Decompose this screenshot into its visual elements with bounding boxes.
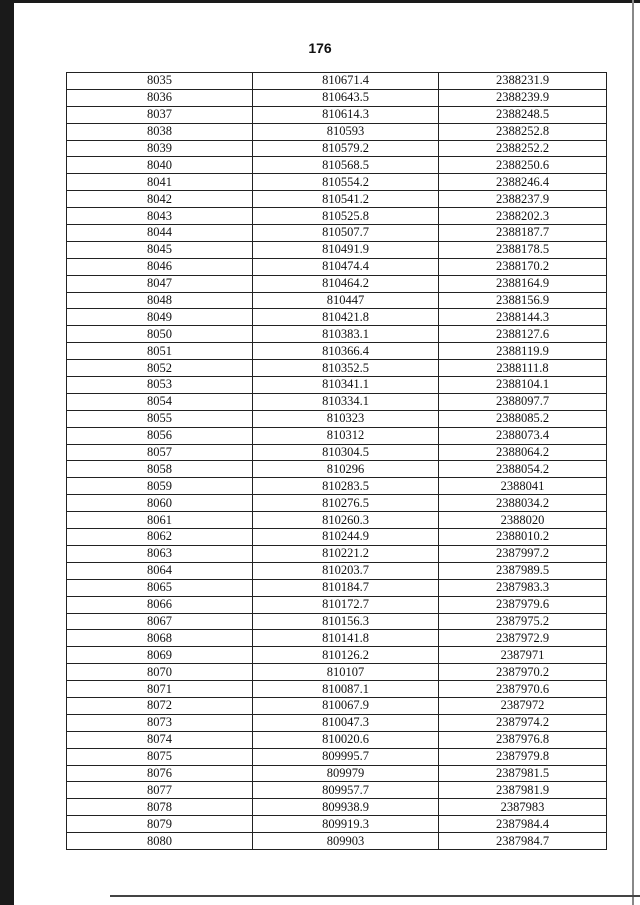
table-row [67, 529, 607, 546]
x-coordinate-cell: 810276.5 [253, 495, 439, 512]
y-coordinate-cell: 2388111.8 [439, 360, 607, 377]
x-coordinate-cell: 810366.4 [253, 343, 439, 360]
x-coordinate-cell: 810525.8 [253, 208, 439, 225]
table-row [67, 275, 607, 292]
x-coordinate-cell: 810383.1 [253, 326, 439, 343]
table-row [67, 833, 607, 850]
y-coordinate-cell: 2387984.4 [439, 816, 607, 833]
table-row [67, 106, 607, 123]
point-number-cell: 8061 [67, 512, 253, 529]
y-coordinate-cell: 2388170.2 [439, 258, 607, 275]
table-row [67, 512, 607, 529]
point-number-cell: 8064 [67, 562, 253, 579]
y-coordinate-cell: 2387979.8 [439, 748, 607, 765]
point-number-cell: 8060 [67, 495, 253, 512]
x-coordinate-cell: 810334.1 [253, 393, 439, 410]
x-coordinate-cell: 810221.2 [253, 545, 439, 562]
coordinates-table-body [67, 73, 607, 850]
table-row [67, 613, 607, 630]
point-number-cell: 8054 [67, 393, 253, 410]
x-coordinate-cell: 810352.5 [253, 360, 439, 377]
point-number-cell: 8073 [67, 714, 253, 731]
point-number-cell: 8051 [67, 343, 253, 360]
x-coordinate-cell: 810474.4 [253, 258, 439, 275]
y-coordinate-cell: 2387972 [439, 697, 607, 714]
scan-border-right [632, 0, 634, 905]
y-coordinate-cell: 2388187.7 [439, 225, 607, 242]
x-coordinate-cell: 810671.4 [253, 73, 439, 90]
y-coordinate-cell: 2387979.6 [439, 596, 607, 613]
y-coordinate-cell: 2388164.9 [439, 275, 607, 292]
table-row [67, 478, 607, 495]
y-coordinate-cell: 2388034.2 [439, 495, 607, 512]
point-number-cell: 8056 [67, 427, 253, 444]
y-coordinate-cell: 2388237.9 [439, 191, 607, 208]
table-row [67, 292, 607, 309]
point-number-cell: 8044 [67, 225, 253, 242]
x-coordinate-cell: 810614.3 [253, 106, 439, 123]
x-coordinate-cell: 809995.7 [253, 748, 439, 765]
point-number-cell: 8059 [67, 478, 253, 495]
y-coordinate-cell: 2388202.3 [439, 208, 607, 225]
x-coordinate-cell: 810491.9 [253, 241, 439, 258]
point-number-cell: 8075 [67, 748, 253, 765]
point-number-cell: 8067 [67, 613, 253, 630]
table-row [67, 630, 607, 647]
point-number-cell: 8041 [67, 174, 253, 191]
x-coordinate-cell: 810087.1 [253, 681, 439, 698]
point-number-cell: 8036 [67, 89, 253, 106]
x-coordinate-cell: 810107 [253, 664, 439, 681]
point-number-cell: 8045 [67, 241, 253, 258]
y-coordinate-cell: 2388085.2 [439, 410, 607, 427]
y-coordinate-cell: 2387981.5 [439, 765, 607, 782]
y-coordinate-cell: 2387971 [439, 647, 607, 664]
x-coordinate-cell: 810172.7 [253, 596, 439, 613]
table-row [67, 377, 607, 394]
y-coordinate-cell: 2387972.9 [439, 630, 607, 647]
point-number-cell: 8079 [67, 816, 253, 833]
x-coordinate-cell: 810203.7 [253, 562, 439, 579]
coordinates-table [66, 72, 607, 850]
table-row [67, 410, 607, 427]
y-coordinate-cell: 2387970.2 [439, 664, 607, 681]
table-row [67, 208, 607, 225]
table-row [67, 782, 607, 799]
table-row [67, 343, 607, 360]
x-coordinate-cell: 810283.5 [253, 478, 439, 495]
table-row [67, 225, 607, 242]
y-coordinate-cell: 2388073.4 [439, 427, 607, 444]
point-number-cell: 8038 [67, 123, 253, 140]
table-row [67, 360, 607, 377]
point-number-cell: 8069 [67, 647, 253, 664]
point-number-cell: 8077 [67, 782, 253, 799]
table-row [67, 562, 607, 579]
table-row [67, 174, 607, 191]
table-row [67, 89, 607, 106]
x-coordinate-cell: 809919.3 [253, 816, 439, 833]
point-number-cell: 8065 [67, 579, 253, 596]
y-coordinate-cell: 2387970.6 [439, 681, 607, 698]
y-coordinate-cell: 2388041 [439, 478, 607, 495]
table-row [67, 157, 607, 174]
table-row [67, 545, 607, 562]
point-number-cell: 8049 [67, 309, 253, 326]
table-row [67, 697, 607, 714]
table-row [67, 596, 607, 613]
table-row [67, 258, 607, 275]
point-number-cell: 8072 [67, 697, 253, 714]
table-row [67, 816, 607, 833]
y-coordinate-cell: 2387983 [439, 799, 607, 816]
y-coordinate-cell: 2388010.2 [439, 529, 607, 546]
x-coordinate-cell: 810643.5 [253, 89, 439, 106]
table-row [67, 579, 607, 596]
table-row [67, 664, 607, 681]
x-coordinate-cell: 810341.1 [253, 377, 439, 394]
point-number-cell: 8042 [67, 191, 253, 208]
x-coordinate-cell: 810541.2 [253, 191, 439, 208]
y-coordinate-cell: 2387989.5 [439, 562, 607, 579]
point-number-cell: 8057 [67, 444, 253, 461]
page-number: 176 [308, 40, 332, 56]
table-row [67, 326, 607, 343]
point-number-cell: 8048 [67, 292, 253, 309]
point-number-cell: 8078 [67, 799, 253, 816]
y-coordinate-cell: 2387983.3 [439, 579, 607, 596]
x-coordinate-cell: 810020.6 [253, 731, 439, 748]
table-row [67, 123, 607, 140]
x-coordinate-cell: 810156.3 [253, 613, 439, 630]
point-number-cell: 8046 [67, 258, 253, 275]
point-number-cell: 8040 [67, 157, 253, 174]
table-row [67, 714, 607, 731]
scan-border-left [0, 0, 14, 905]
x-coordinate-cell: 810568.5 [253, 157, 439, 174]
table-row [67, 647, 607, 664]
point-number-cell: 8035 [67, 73, 253, 90]
table-row [67, 461, 607, 478]
y-coordinate-cell: 2387974.2 [439, 714, 607, 731]
point-number-cell: 8062 [67, 529, 253, 546]
x-coordinate-cell: 810067.9 [253, 697, 439, 714]
point-number-cell: 8071 [67, 681, 253, 698]
x-coordinate-cell: 809979 [253, 765, 439, 782]
point-number-cell: 8070 [67, 664, 253, 681]
y-coordinate-cell: 2388054.2 [439, 461, 607, 478]
table-row [67, 495, 607, 512]
x-coordinate-cell: 810554.2 [253, 174, 439, 191]
table-row [67, 681, 607, 698]
y-coordinate-cell: 2387984.7 [439, 833, 607, 850]
table-row [67, 140, 607, 157]
y-coordinate-cell: 2388178.5 [439, 241, 607, 258]
table-row [67, 799, 607, 816]
y-coordinate-cell: 2387976.8 [439, 731, 607, 748]
x-coordinate-cell: 810260.3 [253, 512, 439, 529]
x-coordinate-cell: 810184.7 [253, 579, 439, 596]
point-number-cell: 8058 [67, 461, 253, 478]
point-number-cell: 8068 [67, 630, 253, 647]
x-coordinate-cell: 810244.9 [253, 529, 439, 546]
x-coordinate-cell: 810421.8 [253, 309, 439, 326]
y-coordinate-cell: 2388156.9 [439, 292, 607, 309]
x-coordinate-cell: 810447 [253, 292, 439, 309]
table-row [67, 765, 607, 782]
table-row [67, 393, 607, 410]
y-coordinate-cell: 2388252.2 [439, 140, 607, 157]
scan-border-bottom [110, 895, 640, 897]
x-coordinate-cell: 810304.5 [253, 444, 439, 461]
table-row [67, 73, 607, 90]
point-number-cell: 8052 [67, 360, 253, 377]
table-row [67, 427, 607, 444]
y-coordinate-cell: 2387981.9 [439, 782, 607, 799]
x-coordinate-cell: 810126.2 [253, 647, 439, 664]
y-coordinate-cell: 2388020 [439, 512, 607, 529]
table-row [67, 748, 607, 765]
x-coordinate-cell: 810579.2 [253, 140, 439, 157]
table-row [67, 241, 607, 258]
x-coordinate-cell: 810047.3 [253, 714, 439, 731]
point-number-cell: 8039 [67, 140, 253, 157]
table-row [67, 731, 607, 748]
y-coordinate-cell: 2388097.7 [439, 393, 607, 410]
table-row [67, 309, 607, 326]
x-coordinate-cell: 809957.7 [253, 782, 439, 799]
x-coordinate-cell: 810323 [253, 410, 439, 427]
x-coordinate-cell: 810593 [253, 123, 439, 140]
y-coordinate-cell: 2388250.6 [439, 157, 607, 174]
point-number-cell: 8066 [67, 596, 253, 613]
y-coordinate-cell: 2388239.9 [439, 89, 607, 106]
x-coordinate-cell: 810296 [253, 461, 439, 478]
table-row [67, 191, 607, 208]
y-coordinate-cell: 2388231.9 [439, 73, 607, 90]
x-coordinate-cell: 810507.7 [253, 225, 439, 242]
y-coordinate-cell: 2387975.2 [439, 613, 607, 630]
table-row [67, 444, 607, 461]
y-coordinate-cell: 2388119.9 [439, 343, 607, 360]
y-coordinate-cell: 2387997.2 [439, 545, 607, 562]
y-coordinate-cell: 2388144.3 [439, 309, 607, 326]
point-number-cell: 8050 [67, 326, 253, 343]
scan-border-top [0, 0, 640, 3]
y-coordinate-cell: 2388246.4 [439, 174, 607, 191]
x-coordinate-cell: 810312 [253, 427, 439, 444]
point-number-cell: 8080 [67, 833, 253, 850]
y-coordinate-cell: 2388064.2 [439, 444, 607, 461]
x-coordinate-cell: 810141.8 [253, 630, 439, 647]
point-number-cell: 8053 [67, 377, 253, 394]
point-number-cell: 8063 [67, 545, 253, 562]
x-coordinate-cell: 810464.2 [253, 275, 439, 292]
y-coordinate-cell: 2388104.1 [439, 377, 607, 394]
point-number-cell: 8043 [67, 208, 253, 225]
y-coordinate-cell: 2388252.8 [439, 123, 607, 140]
point-number-cell: 8076 [67, 765, 253, 782]
point-number-cell: 8037 [67, 106, 253, 123]
y-coordinate-cell: 2388127.6 [439, 326, 607, 343]
y-coordinate-cell: 2388248.5 [439, 106, 607, 123]
x-coordinate-cell: 809903 [253, 833, 439, 850]
point-number-cell: 8047 [67, 275, 253, 292]
x-coordinate-cell: 809938.9 [253, 799, 439, 816]
point-number-cell: 8055 [67, 410, 253, 427]
point-number-cell: 8074 [67, 731, 253, 748]
